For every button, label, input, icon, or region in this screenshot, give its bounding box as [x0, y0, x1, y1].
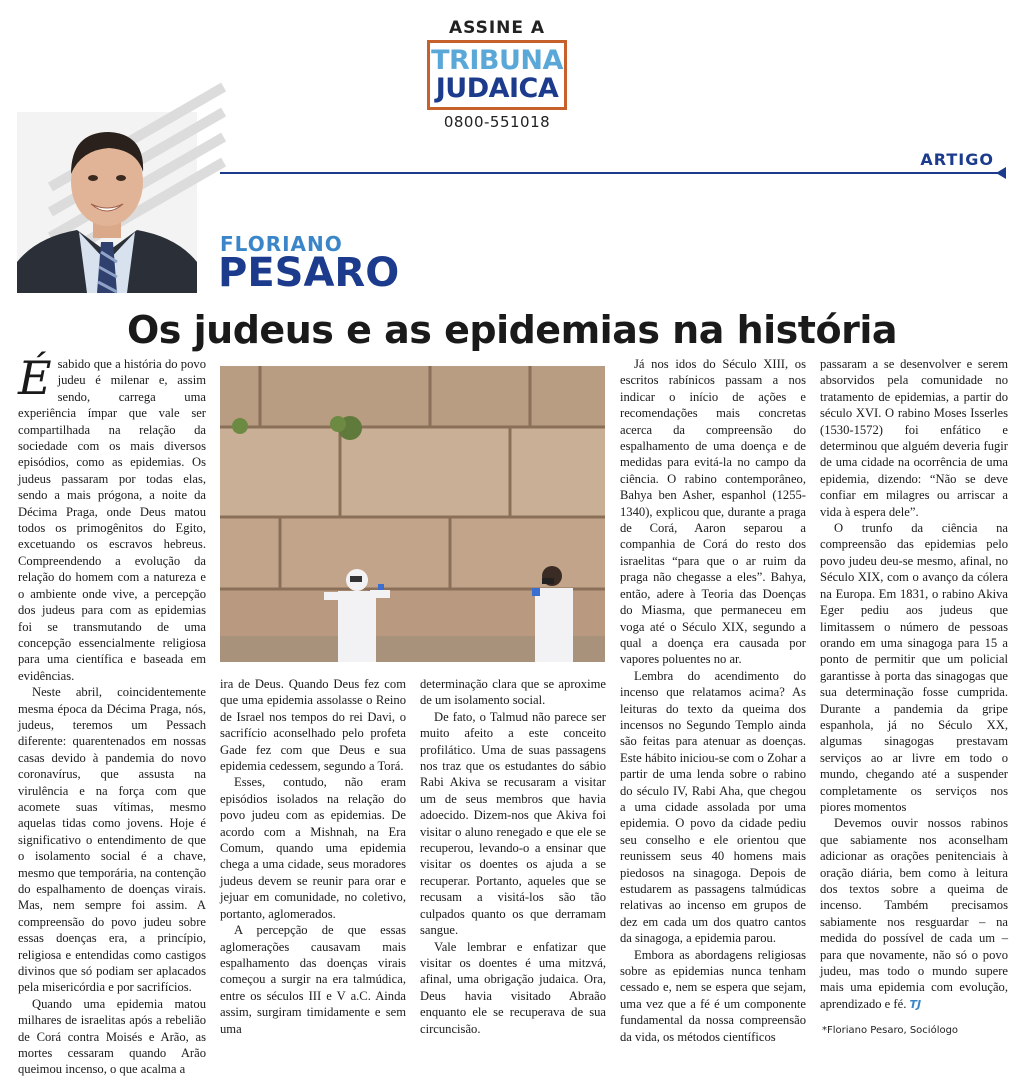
article-column-1 — [18, 351, 206, 1078]
paragraph: determinação clara que se aproxime de um isolamento social. — [420, 677, 606, 708]
section-rule — [220, 172, 1004, 174]
paragraph: A percepção de que essas aglomerações causavam mais espalhamento das doenças virais começou a surgir na era talmúdica, entre os séculos III e V a.C. Ainda assim, surgiram timidamente e sem uma — [220, 923, 406, 1036]
author-last-name: PESARO — [218, 250, 400, 296]
paragraph: O trunfo da ciência na compreensão das epidemias pelo povo judeu deu-se mesmo, afinal, no Século XIX, com o avanço da cólera na Europa. Em 1831, o rabino Akiva Eger pediu aos judeus que limitassem o número de pessoas orando em uma sinagoga para 15 a ponto de permitir que um policial garantisse à porta das sinagogas que sua determinação fosse cumprida. Durante a pandemia da gripe espanhola, já no Século XX, algumas sinagogas prestavam serviços ao ar livre em todo o mundo, chegando até a suspender completamente os serviços nos piores momentos — [820, 521, 1008, 814]
article-column-5 — [820, 356, 1008, 1013]
paragraph: Lembra do acendimento do incenso que relatamos acima? As leituras do texto da queima dos incensos no Segundo Templo ainda são feitas para atenuar as doenças. Este hábito iniciou-se com o Zohar a partir de uma lenda sobre o rabino do século IV, Rabi Aha, que chegou a uma cidade assolada por uma epidemia. O povo da cidade pediu seu conselho e ele orientou que reunissem seus 40 homens mais piedosos na sinagoga. Depois de estudarem as passagens talmúdicas relativas ao incenso em grupos de dez em cada um dos quatro cantos da sinagoga, a epidemia parou. — [620, 668, 806, 946]
paragraph: ira de Deus. Quando Deus fez com que uma epidemia assolasse o Reino de Israel nos tempos do rei Davi, o sacrifício aconselhado pelo profeta Gade fez com que Deus e sua epidemia cedessem, segundo a Torá. — [220, 677, 406, 774]
paragraph: Embora as abordagens religiosas sobre as epidemias nunca tenham cessado e, nem se espera que sejam, uma vez que a fé é um componente fundamental da nossa compreensão da vida, os métodos científicos — [620, 947, 806, 1044]
article-headline: Os judeus e as epidemias na história — [127, 308, 897, 352]
paragraph: Quando uma epidemia matou milhares de israelitas após a rebelião de Corá contra Moisés e Arão, as mortes cessaram quando Arão queimou incenso, o que acalma a — [18, 996, 206, 1077]
paragraph: Vale lembrar e enfatizar que visitar os doentes é uma mitzvá, afinal, uma obrigação judaica. Ora, Deus havia visitado Abraão enquanto ele se recuperava de sua circuncisão. — [420, 939, 606, 1036]
signoff-mark: TJ — [909, 997, 922, 1011]
article-column-4 — [620, 356, 806, 1045]
paragraph: De fato, o Talmud não parece ser muito afeito a este conceito profilático. Uma de suas passagens nos traz que os estudantes do sábio Rabi Akiva se recusaram a visitar um de seus membros que havia adoecido. Dizem-nos que Akiva foi visitar o aluno renegado e que ele se recuperou, levando-o a ensinar que visitar os doentes os ajuda a se recuperar. Portanto, aqueles que se recusam a visitá-los são tão culpados quanto os que derramam sangue. — [420, 709, 606, 938]
paragraph: Devemos ouvir nossos rabinos que sabiamente nos aconselham adicionar as orações penitenciais à oração diária, bem como à leitura dos textos sobre a queima de incenso. Também precisamos sabiamente nos resguardar – na medida do possível de cada um – para que novamente, não só o povo judeu, mas todo o mundo supere mais uma epidemia com evolução, aprendizado e fé. TJ — [820, 816, 1008, 1011]
paragraph: Esses, contudo, não eram episódios isolados na relação do povo judeu com as epidemias. De acordo com a Mishnah, na Era Comum, quando uma epidemia chega a uma cidade, seus moradores judeus devem se reunir para orar e jejuar em comunidade, no coletivo, portanto, aglomerados. — [220, 775, 406, 921]
paragraph: passaram a se desenvolver e serem absorvidos pela comunidade no tratamento de epidemias, a partir do século XVI. O rabino Moses Isserles (1530-1572) foi enfático e determinou que alguém deveria fugir de uma cidade na ocorrência de uma epidemia, dizendo: “Não se deve confiar em milagres ou arriscar a vida à espera dele”. — [820, 357, 1008, 519]
ad-phone: 0800-551018 — [443, 113, 551, 131]
western-wall-photo — [220, 366, 605, 662]
logo-line-1: TRIBUNA — [431, 45, 563, 76]
tribuna-judaica-logo — [427, 40, 567, 110]
paragraph: Neste abril, coincidentemente mesma época da Décima Praga, nós, judeus, teremos um Pessach diferente: quarentenados em nossas casas devido à pandemia do novo coronavírus, que assusta na virulência e na força com que acomete suas vítimas, mesmo aquelas tidas como jovens. Hoje é significativo o entendimento de que o isolamento social é a chave, mesmo que temporária, na contenção do espalhamento de doenças virais. Mas, nem sempre foi assim. A compreensão do povo judeu sobre essas doenças era, a princípio, religiosa e entendidas como castigos divinos que só podiam ser aplacados pela misericórdia e por sacrifícios. — [18, 685, 206, 995]
ad-top-text: ASSINE A — [448, 18, 546, 38]
paragraph: Ésabido que a história do povo judeu é milenar e, assim sendo, carrega uma experiência ímpar que vale ser compartilhada na relação da sociedade com os mais diversos episódios, como as epidemias. Os judeus passaram por todas elas, sendo a mais prógona, a noite da Décima Praga, onde Deus matou todos os primogênitos do Egito, excetuando os escravos hebreus. Compreendendo a evolução da relação do homem com a natureza e o ambiente onde vive, a percepção dos judeus para com as epidemias foi se transmutando de uma concepção essencialmente religiosa para uma científica e baseada em evidências. — [18, 351, 206, 683]
paragraph: Já nos idos do Século XIII, os escritos rabínicos passam a nos indicar o início de ações e recomendações mais concretas acerca da compreensão do espalhamento de uma doença e de medidas para evitá-la no campo da ciência. O rabino contemporâneo, Bahya ben Asher, espanhol (1255-1340), explicou que, durante a praga de Corá, Aaron separou a companhia de Corá do resto dos israelitas “para que o ar ruim da praga não chegasse a eles”. Bahya, então, adere à Teoria das Doenças do Miasma, que permaneceu em voga até o Século XIX, segundo a qual a doença era causada por vapores poluentes no ar. — [620, 357, 806, 667]
section-label: ARTIGO — [920, 150, 994, 169]
logo-line-2: JUDAICA — [435, 73, 559, 104]
author-footnote: *Floriano Pesaro, Sociólogo — [822, 1025, 959, 1036]
author-first-name: FLORIANO — [220, 232, 343, 256]
drop-cap: É — [18, 351, 52, 405]
author-photo — [17, 112, 197, 293]
article-column-3 — [420, 676, 606, 1037]
article-column-2 — [220, 676, 406, 1037]
subscribe-ad[interactable] — [412, 18, 582, 131]
